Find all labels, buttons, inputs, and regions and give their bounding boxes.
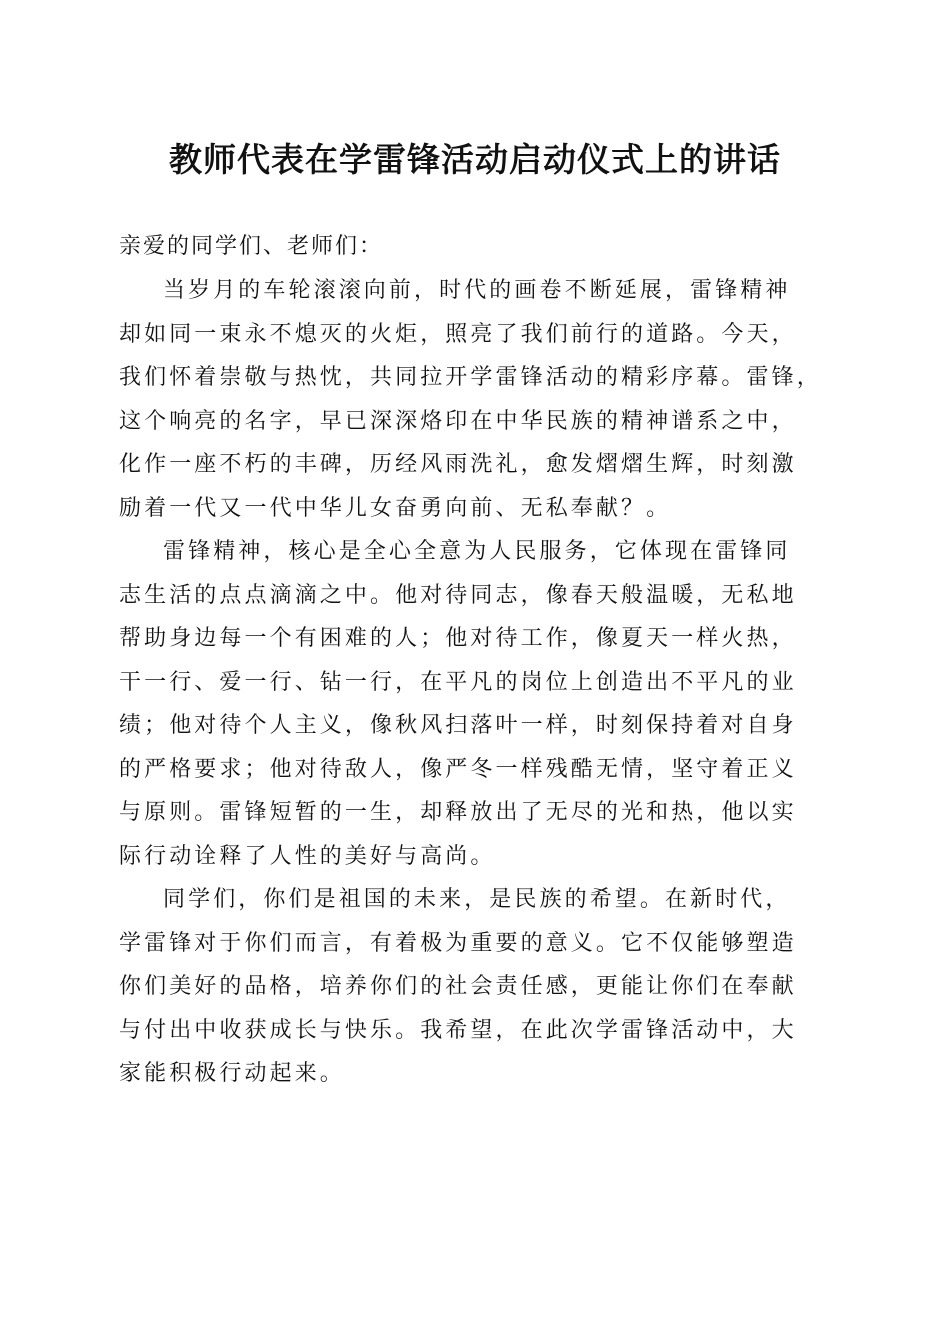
paragraph-1	[119, 269, 831, 530]
paragraph-line: 化作一座不朽的丰碑，历经风雨洗礼，愈发熠熠生辉，时刻激	[119, 452, 797, 477]
paragraph-2	[119, 530, 831, 878]
paragraph-line: 干一行、爱一行、钻一行，在平凡的岗位上创造出不平凡的业	[119, 669, 797, 695]
paragraph-line: 志生活的点点滴滴之中。他对待同志，像春天般温暖，无私地	[119, 582, 797, 608]
document-title: 教师代表在学雷锋活动启动仪式上的讲话	[169, 140, 781, 179]
document-body	[119, 225, 831, 1096]
paragraph-line: 却如同一束永不熄灭的火炬，照亮了我们前行的道路。今天，	[119, 321, 797, 347]
paragraph-line: 家能积极行动起来。	[119, 1061, 345, 1086]
paragraph-line: 与付出中收获成长与快乐。我希望，在此次学雷锋活动中，大	[119, 1017, 797, 1043]
paragraph-line: 你们美好的品格，培养你们的社会责任感，更能让你们在奉献	[119, 974, 797, 999]
paragraph-line: 励着一代又一代中华儿女奋勇向前、无私奉献？。	[119, 495, 672, 521]
paragraph-line: 的严格要求；他对待敌人，像严冬一样残酷无情，坚守着正义	[119, 756, 797, 782]
paragraph-line: 同学们，你们是祖国的未来，是民族的希望。在新时代，	[163, 887, 791, 912]
paragraph-line: 雷锋精神，核心是全心全意为人民服务，它体现在雷锋同	[163, 539, 791, 564]
paragraph-line: 与原则。雷锋短暂的一生，却释放出了无尽的光和热，他以实	[119, 800, 797, 825]
paragraph-line: 当岁月的车轮滚滚向前，时代的画卷不断延展，雷锋精神	[163, 278, 791, 303]
salutation: 亲爱的同学们、老师们：	[119, 234, 384, 259]
paragraph-3	[119, 878, 831, 1096]
paragraph-line: 际行动诠释了人性的美好与高尚。	[119, 843, 496, 869]
paragraph-line: 这个响亮的名字，早已深深烙印在中华民族的精神谱系之中，	[119, 408, 797, 434]
paragraph-line: 我们怀着崇敬与热忱，共同拉开学雷锋活动的精彩序幕。雷锋，	[119, 365, 822, 390]
paragraph-line: 帮助身边每一个有困难的人；他对待工作，像夏天一样火热，	[119, 626, 797, 651]
paragraph-line: 学雷锋对于你们而言，有着极为重要的意义。它不仅能够塑造	[119, 930, 797, 956]
paragraph-line: 绩；他对待个人主义，像秋风扫落叶一样，时刻保持着对自身	[119, 713, 797, 738]
